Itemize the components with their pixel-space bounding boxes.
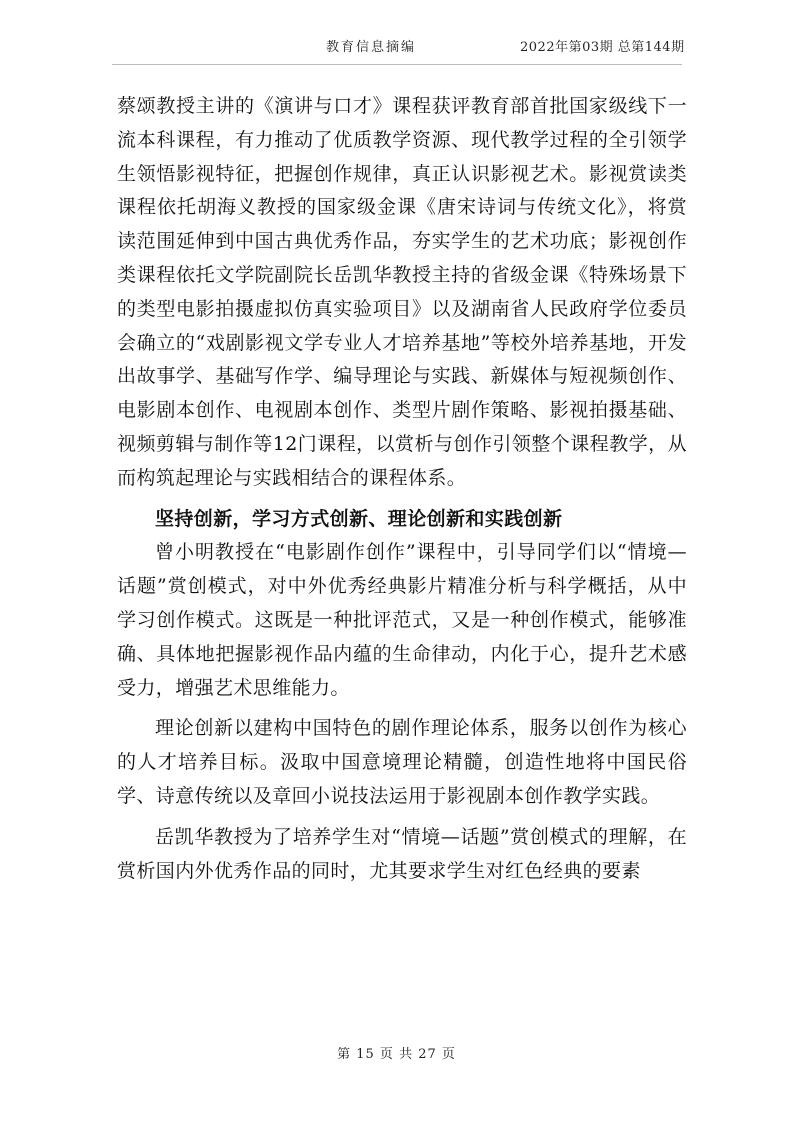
article-body — [117, 90, 687, 888]
page-header — [0, 34, 793, 58]
header-divider — [112, 64, 682, 65]
paragraph-4: 岳凯华教授为了培养学生对“情境—话题”赏创模式的理解，在赏析国内外优秀作品的同时，尤其要求学生对红色经典的要素 — [117, 825, 687, 882]
issue-number: 2022年第03期 总第144期 — [520, 40, 685, 55]
paragraph-3: 理论创新以建构中国特色的剧作理论体系，服务以创作为核心的人才培养目标。汲取中国意境理论精髓，创造性地将中国民俗学、诗意传统以及章回小说技法运用于影视剧本创作教学实践。 — [117, 717, 687, 807]
page-footer: 第 15 页 共 27 页 — [337, 1047, 456, 1062]
paragraph-2: 曾小明教授在“电影剧作创作”课程中，引导同学们以“情境—话题”赏创模式，对中外优秀经典影片精准分析与科学概括，从中学习创作模式。这既是一种批评范式，又是一种创作模式，能够准确、具体地把握影视作品内蕴的生命律动，内化于心，提升艺术感受力，增强艺术思维能力。 — [117, 541, 687, 699]
section-heading: 坚持创新，学习方式创新、理论创新和实践创新 — [155, 507, 563, 530]
paragraph-1: 蔡颂教授主讲的《演讲与口才》课程获评教育部首批国家级线下一流本科课程，有力推动了优质教学资源、现代教学过程的全引领学生领悟影视特征，把握创作规律，真正认识影视艺术。影视赏读类课程依托胡海义教授的国家级金课《唐宋诗词与传统文化》，将赏读范围延伸到中国古典优秀作品，夯实学生的艺术功底；影视创作类课程依托文学院副院长岳凯华教授主持的省级金课《特殊场景下的类型电影拍摄虚拟仿真实验项目》以及湖南省人民政府学位委员会确立的“戏剧影视文学专业人才培养基地”等校外培养基地，开发出故事学、基础写作学、编导理论与实践、新媒体与短视频创作、电影剧本创作、电视剧本创作、类型片剧作策略、影视拍摄基础、视频剪辑与制作等12门课程，以赏析与创作引领整个课程教学，从而构筑起理论与实践相结合的课程体系。 — [117, 95, 687, 489]
publication-name: 教育信息摘编 — [326, 40, 417, 55]
